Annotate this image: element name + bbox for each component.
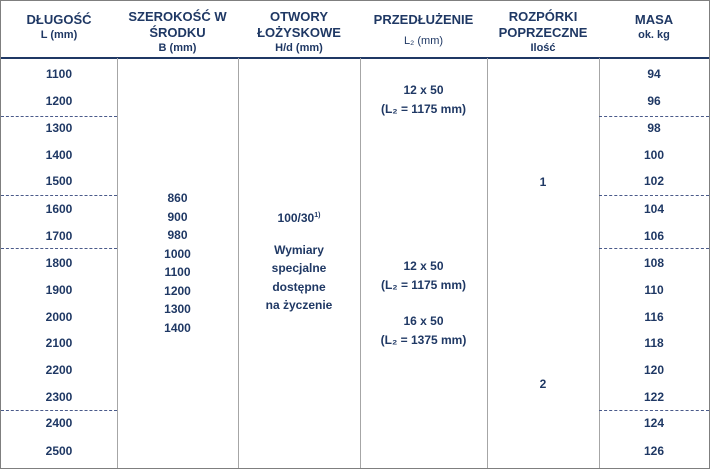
width-value: 1200 bbox=[164, 283, 191, 298]
mass-value: 94 bbox=[647, 67, 661, 81]
przedluzenie-c-line1: 16 x 50 bbox=[403, 314, 444, 328]
width-value: 1400 bbox=[164, 320, 191, 335]
header-przedluzenie-title: PRZEDŁUŻENIE bbox=[373, 12, 474, 27]
length-value: 1800 bbox=[45, 256, 73, 270]
header-otwory-title1: OTWORY bbox=[269, 9, 328, 24]
group-separator bbox=[599, 410, 709, 411]
header-dlugosc-unit: L (mm) bbox=[40, 29, 78, 41]
header-masa-unit: ok. kg bbox=[638, 29, 670, 41]
length-value: 1100 bbox=[45, 67, 73, 81]
width-value: 1100 bbox=[164, 265, 191, 279]
width-value: 980 bbox=[167, 228, 188, 242]
header-otwory-title2: ŁOŻYSKOWE bbox=[257, 25, 341, 40]
mass-value: 120 bbox=[643, 363, 665, 377]
width-value: 1300 bbox=[164, 302, 191, 316]
length-value: 1700 bbox=[45, 229, 73, 243]
header-szerokosc bbox=[117, 1, 238, 58]
length-value: 1500 bbox=[45, 174, 73, 188]
length-value: 1400 bbox=[45, 148, 73, 162]
header-masa-title: MASA bbox=[634, 12, 674, 27]
przedluzenie-b-line1: 12 x 50 bbox=[403, 259, 444, 273]
header-dlugosc bbox=[1, 1, 117, 58]
mass-value: 96 bbox=[647, 94, 661, 108]
otwory-note: Wymiary bbox=[274, 242, 324, 257]
length-value: 2500 bbox=[45, 444, 73, 458]
mass-value: 106 bbox=[643, 229, 665, 243]
header-dlugosc-title: DŁUGOŚĆ bbox=[26, 12, 92, 27]
mass-value: 104 bbox=[643, 202, 665, 216]
length-value: 1300 bbox=[45, 121, 73, 135]
group-separator bbox=[1, 116, 117, 117]
header-otwory-unit: H/d (mm) bbox=[275, 42, 323, 54]
mass-value: 116 bbox=[644, 310, 664, 324]
group-separator bbox=[1, 410, 117, 411]
header-przedluzenie bbox=[360, 1, 487, 58]
header-rozporki-title1: ROZPÓRKI bbox=[508, 9, 578, 24]
otwory-note: dostępne bbox=[272, 279, 326, 294]
otwory-footnote: 1) bbox=[314, 212, 321, 219]
mass-value: 100 bbox=[643, 148, 665, 162]
length-value: 1900 bbox=[45, 283, 73, 297]
otwory-cell bbox=[238, 207, 360, 315]
mass-value: 126 bbox=[643, 444, 665, 458]
mass-value: 110 bbox=[644, 283, 664, 297]
przedluzenie-b bbox=[360, 257, 487, 294]
mass-value: 108 bbox=[643, 256, 665, 270]
length-value: 2000 bbox=[45, 310, 73, 324]
length-value: 1200 bbox=[45, 94, 73, 108]
przedluzenie-c-line2: (L₂ = 1375 mm) bbox=[380, 332, 467, 347]
length-value: 2400 bbox=[45, 416, 73, 430]
otwory-note: specjalne bbox=[271, 261, 327, 275]
otwory-note: na życzenie bbox=[265, 298, 333, 312]
header-masa bbox=[599, 1, 709, 58]
header-otwory bbox=[238, 1, 360, 58]
mass-value: 102 bbox=[643, 174, 665, 188]
mass-value: 122 bbox=[643, 390, 665, 404]
mass-value: 124 bbox=[643, 416, 665, 430]
przedluzenie-a-line2: (L₂ = 1175 mm) bbox=[380, 101, 467, 116]
otwory-value: 100/30 bbox=[277, 211, 315, 225]
mass-value: 118 bbox=[644, 336, 664, 350]
group-separator bbox=[599, 248, 709, 249]
group-separator bbox=[599, 195, 709, 196]
rozporki-second: 2 bbox=[539, 377, 547, 391]
length-value: 2200 bbox=[45, 363, 73, 377]
length-value: 2100 bbox=[45, 336, 73, 350]
group-separator bbox=[599, 116, 709, 117]
group-separator bbox=[1, 195, 117, 196]
przedluzenie-a-line1: 12 x 50 bbox=[403, 83, 444, 97]
grid-line bbox=[487, 58, 488, 468]
rozporki-first: 1 bbox=[539, 175, 547, 189]
przedluzenie-b-line2: (L₂ = 1175 mm) bbox=[380, 277, 467, 292]
width-value: 860 bbox=[167, 191, 188, 205]
header-rozporki bbox=[487, 1, 599, 58]
otwory-value-line bbox=[238, 207, 360, 228]
length-value: 1600 bbox=[45, 202, 73, 216]
width-value: 1000 bbox=[164, 246, 191, 261]
przedluzenie-c bbox=[360, 312, 487, 349]
header-przedluzenie-unit: L₂ (mm) bbox=[403, 35, 444, 47]
length-value: 2300 bbox=[45, 390, 73, 404]
group-separator bbox=[1, 248, 117, 249]
header-szerokosc-title2: ŚRODKU bbox=[149, 25, 206, 40]
width-value: 900 bbox=[167, 209, 188, 224]
mass-value: 98 bbox=[647, 121, 661, 135]
przedluzenie-a bbox=[360, 81, 487, 118]
width-list bbox=[117, 189, 238, 337]
header-rule bbox=[1, 57, 709, 59]
header-szerokosc-unit: B (mm) bbox=[158, 42, 197, 54]
header-rozporki-unit: Ilość bbox=[530, 42, 556, 54]
header-szerokosc-title1: SZEROKOŚĆ W bbox=[128, 9, 227, 24]
header-rozporki-title2: POPRZECZNE bbox=[498, 25, 588, 40]
